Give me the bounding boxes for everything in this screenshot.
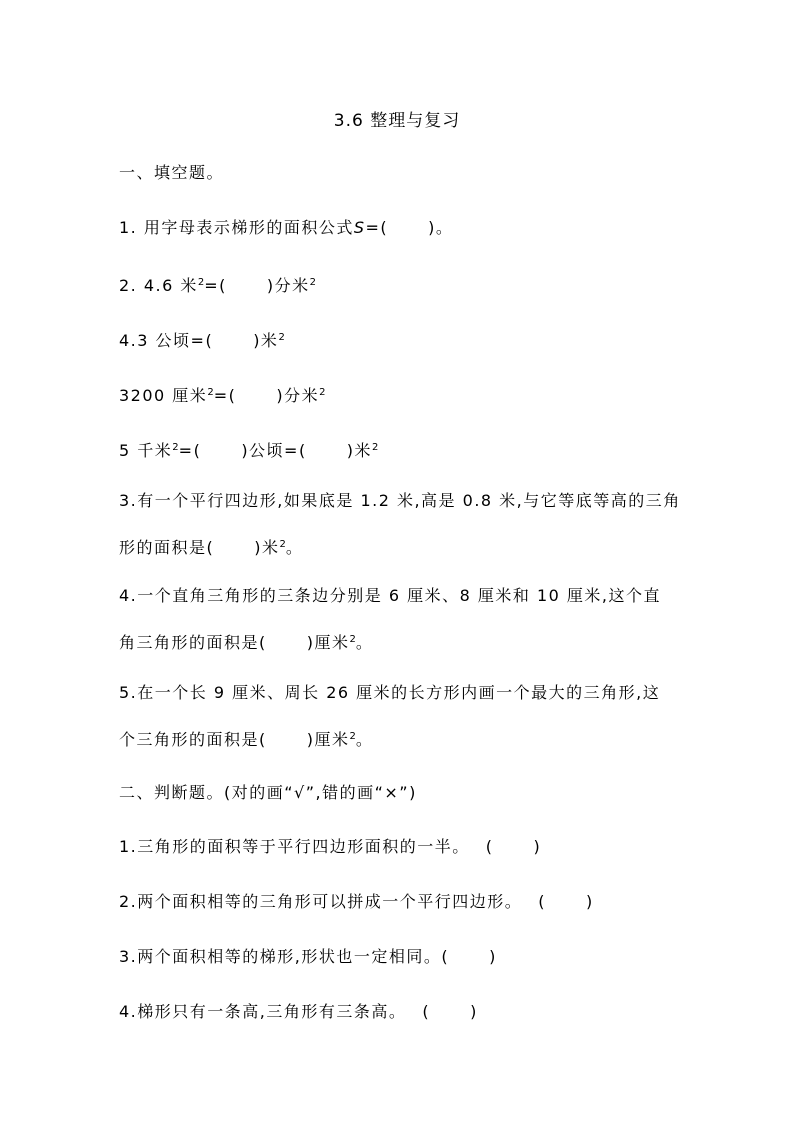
question-1-5-line2: 个三角形的面积是( )厘米$^2$。 bbox=[119, 730, 374, 749]
question-1-1: 1. 用字母表示梯形的面积公式S=( )。 bbox=[119, 218, 454, 237]
question-1-4-line2: 角三角形的面积是( )厘米$^2$。 bbox=[119, 633, 374, 652]
judge-item-4: 4.梯形只有一条高,三角形有三条高。 ( ) bbox=[119, 1002, 478, 1021]
question-1-3-line2: 形的面积是( )米$^2$。 bbox=[119, 538, 304, 557]
section1-heading: 一、填空题。 bbox=[119, 163, 225, 182]
question-1-2a: 2. 4.6 米$^2$=( )分米$^2$ bbox=[119, 276, 317, 295]
question-1-2b: 4.3 公顷=( )米$^2$ bbox=[119, 331, 285, 350]
question-1-2d: 5 千米$^2$=( )公顷=( )米$^2$ bbox=[119, 441, 379, 460]
judge-item-1: 1.三角形的面积等于平行四边形面积的一半。 ( ) bbox=[119, 837, 542, 856]
question-1-5-line1: 5.在一个长 9 厘米、周长 26 厘米的长方形内画一个最大的三角形,这 bbox=[119, 683, 661, 702]
judge-item-3: 3.两个面积相等的梯形,形状也一定相同。( ) bbox=[119, 947, 497, 966]
page-title: 3.6 整理与复习 bbox=[333, 111, 461, 131]
section2-heading: 二、判断题。(对的画“√”,错的画“×”) bbox=[119, 783, 417, 802]
question-1-3-line1: 3.有一个平行四边形,如果底是 1.2 米,高是 0.8 米,与它等底等高的三角 bbox=[119, 491, 681, 510]
question-1-2c: 3200 厘米$^2$=( )分米$^2$ bbox=[119, 386, 326, 405]
judge-item-2: 2.两个面积相等的三角形可以拼成一个平行四边形。 ( ) bbox=[119, 892, 594, 911]
question-1-4-line1: 4.一个直角三角形的三条边分别是 6 厘米、8 厘米和 10 厘米,这个直 bbox=[119, 586, 662, 605]
